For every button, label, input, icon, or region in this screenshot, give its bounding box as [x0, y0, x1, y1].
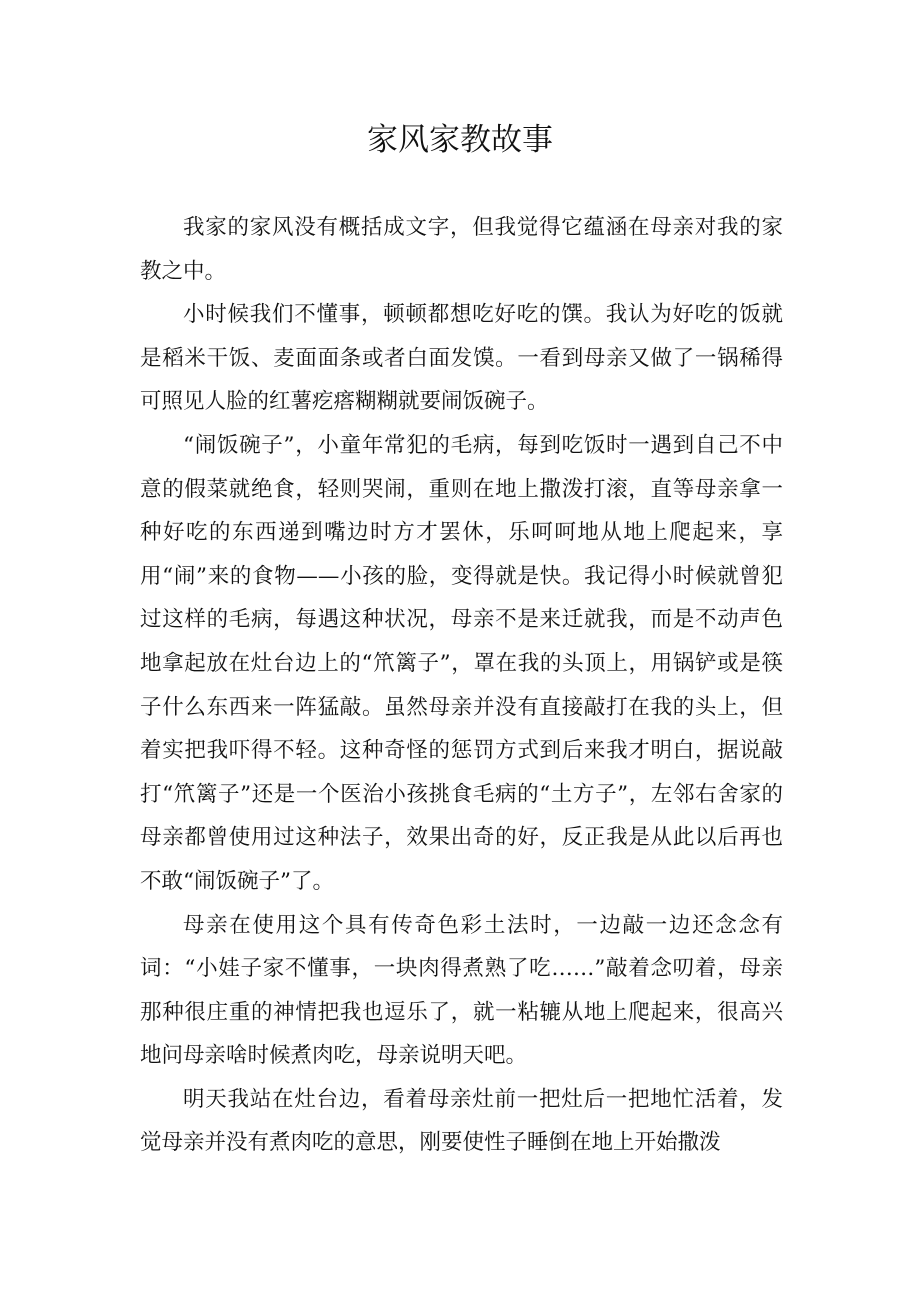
paragraph-3: “闹饭碗子”，小童年常犯的毛病，每到吃饭时一遇到自己不中意的假菜就绝食，轻则哭闹，重则在地上撒泼打滚，直等母亲拿一种好吃的东西递到嘴边时方才罢休，乐呵呵地从地上爬起来，享用“闹”来的食物——小孩的脸，变得就是快。我记得小时候就曾犯过这样的毛病，每遇这种状况，母亲不是来迁就我，而是不动声色地拿起放在灶台边上的“笊篱子”，罩在我的头顶上，用锅铲或是筷子什么东西来一阵猛敲。虽然母亲并没有直接敲打在我的头上，但着实把我吓得不轻。这种奇怪的惩罚方式到后来我才明白，据说敲打“笊篱子”还是一个医治小孩挑食毛病的“土方子”，左邻右舍家的母亲都曾使用过这种法子，效果出奇的好，反正我是从此以后再也不敢“闹饭碗子”了。 — [140, 432, 783, 894]
paragraph-1: 我家的家风没有概括成文字，但我觉得它蕴涵在母亲对我的家教之中。 — [140, 215, 783, 284]
document-title: 家风家教故事 — [367, 122, 553, 158]
paragraph-4: 母亲在使用这个具有传奇色彩土法时，一边敲一边还念念有词：“小娃子家不懂事，一块肉得煮熟了吃……”敲着念叨着，母亲那种很庄重的神情把我也逗乐了，就一粘辘从地上爬起来，很高兴地问母亲啥时候煮肉吃，母亲说明天吧。 — [140, 912, 783, 1069]
paragraph-2: 小时候我们不懂事，顿顿都想吃好吃的馔。我认为好吃的饭就是稻米干饭、麦面面条或者白面发馍。一看到母亲又做了一锅稀得可照见人脸的红薯疙瘩糊糊就要闹饭碗子。 — [140, 302, 783, 415]
document-body — [140, 206, 783, 1165]
paragraph-5: 明天我站在灶台边，看着母亲灶前一把灶后一把地忙活着，发觉母亲并没有煮肉吃的意思，刚要使性子睡倒在地上开始撒泼 — [140, 1086, 783, 1156]
